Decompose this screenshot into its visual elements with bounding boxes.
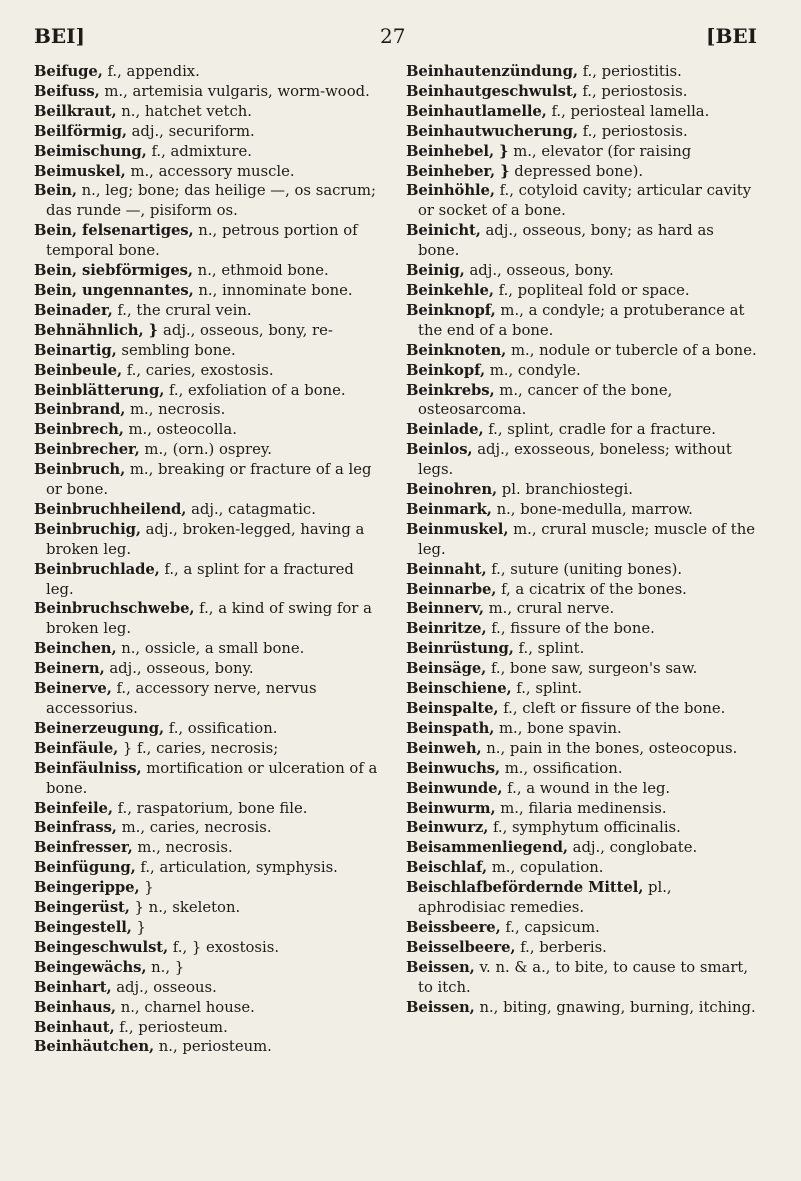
- entry-definition: m., filaria medinensis.: [495, 799, 667, 817]
- left-column: [34, 62, 386, 1057]
- entry-headword: Beinkopf,: [406, 361, 486, 379]
- entry-headword: Beinknoten,: [406, 341, 507, 359]
- entry-definition: f., appendix.: [102, 63, 200, 80]
- entry-definition: n., innominate bone.: [193, 281, 353, 299]
- dictionary-entry: [34, 460, 386, 500]
- entry-headword: Beinspalte,: [406, 700, 499, 717]
- entry-definition: }: [131, 918, 146, 936]
- dictionary-entry: [406, 361, 758, 381]
- entry-headword: Beinbruchlade,: [34, 560, 160, 578]
- entry-definition: m., caries, necrosis.: [116, 819, 272, 837]
- dictionary-entry: [406, 520, 758, 560]
- dictionary-entry: [406, 659, 758, 679]
- entry-headword: Beinkehle,: [406, 281, 494, 299]
- entry-definition: n., pain in the bones, osteocopus.: [481, 739, 738, 757]
- dictionary-entry: [34, 142, 386, 162]
- entry-definition: f., splint.: [511, 680, 583, 698]
- dictionary-entry: [34, 639, 386, 659]
- entry-headword: Beinchen,: [34, 640, 117, 658]
- entry-definition: m., accessory muscle.: [125, 162, 295, 180]
- entry-definition: m., ossification.: [500, 759, 623, 777]
- dictionary-entry: [34, 82, 386, 102]
- dictionary-entry: [34, 381, 386, 401]
- entry-definition: }: [139, 879, 154, 897]
- entry-headword: Beischlaf,: [406, 859, 488, 877]
- entry-headword: Beinweh,: [406, 739, 482, 757]
- entry-headword: Bein, siebförmiges,: [34, 262, 193, 280]
- dictionary-entry: [34, 759, 386, 799]
- entry-headword: Beingestell,: [34, 918, 132, 936]
- dictionary-entry: [34, 659, 386, 679]
- entry-headword: Bein,: [34, 182, 77, 200]
- dictionary-entry: [34, 400, 386, 420]
- entry-headword: Beinbrecher,: [34, 441, 140, 459]
- entry-headword: Beinerve,: [34, 680, 112, 698]
- entry-definition: f., a splint for a fractured leg.: [46, 560, 354, 598]
- dictionary-entry: [34, 560, 386, 600]
- entry-headword: Beinhäutchen,: [34, 1038, 155, 1056]
- dictionary-entry: [34, 361, 386, 381]
- dictionary-entry: [406, 480, 758, 500]
- dictionary-entry: [406, 619, 758, 639]
- entry-headword: Beinhaus,: [34, 998, 116, 1016]
- entry-definition: f., cotyloid cavity; articular cavity or socket of a bone.: [418, 182, 752, 220]
- entry-headword: Beinbruchheilend,: [34, 500, 187, 518]
- entry-headword: Beingewächs,: [34, 958, 147, 976]
- entry-headword: Beinsäge,: [406, 660, 487, 678]
- entry-headword: Beissbeere,: [406, 918, 501, 936]
- entry-definition: m., crural muscle; muscle of the leg.: [418, 520, 756, 558]
- dictionary-entry: [34, 261, 386, 281]
- dictionary-entry: [406, 759, 758, 779]
- entry-definition: f., periostosis.: [577, 122, 688, 140]
- dictionary-entry: [406, 82, 758, 102]
- entry-definition: n., hatchet vetch.: [116, 102, 252, 120]
- entry-definition: adj., exosseous, boneless; without legs.: [418, 441, 732, 479]
- dictionary-entry: [406, 938, 758, 958]
- entry-headword: Beinknopf,: [406, 301, 496, 319]
- dictionary-entry: [406, 699, 758, 719]
- entry-headword: Beinheber, }: [406, 162, 510, 180]
- entry-headword: Bein, felsenartiges,: [34, 222, 194, 240]
- entry-headword: Beinhautwucherung,: [406, 122, 578, 140]
- dictionary-entry: [406, 838, 758, 858]
- dictionary-entry: [406, 679, 758, 699]
- entry-definition: f., cleft or fissure of the bone.: [498, 700, 726, 717]
- dictionary-entry: [34, 818, 386, 838]
- header-left: BEI]: [34, 24, 85, 48]
- dictionary-entry: [34, 978, 386, 998]
- entry-definition: f., splint, cradle for a fracture.: [483, 421, 716, 439]
- entry-definition: f., a kind of swing for a broken leg.: [46, 600, 372, 638]
- entry-definition: m., a condyle; a protuberance at the end of a bone.: [418, 301, 745, 339]
- dictionary-entry: [34, 918, 386, 938]
- entry-definition: m., elevator (for raising: [508, 142, 692, 160]
- entry-headword: Beinwunde,: [406, 779, 503, 797]
- entry-definition: f., caries, exostosis.: [122, 361, 274, 379]
- entry-definition: pl., aphrodisiac remedies.: [418, 879, 672, 917]
- dictionary-entry: [406, 500, 758, 520]
- entry-headword: Beinritze,: [406, 620, 487, 638]
- entry-headword: Beinblätterung,: [34, 381, 165, 399]
- dictionary-entry: [406, 799, 758, 819]
- dictionary-entry: [34, 321, 386, 341]
- dictionary-entry: [406, 878, 758, 918]
- entry-definition: m., condyle.: [485, 361, 581, 379]
- entry-definition: f., periosteum.: [114, 1018, 228, 1036]
- entry-headword: Beisammenliegend,: [406, 839, 568, 857]
- entry-definition: f., periosteal lamella.: [546, 102, 710, 120]
- dictionary-entry: [34, 520, 386, 560]
- entry-definition: f., splint.: [513, 640, 585, 658]
- dictionary-entry: [406, 599, 758, 619]
- dictionary-entry: [406, 639, 758, 659]
- dictionary-entry: [34, 858, 386, 878]
- entry-headword: Beinnarbe,: [406, 580, 497, 598]
- entry-definition: f., a wound in the leg.: [502, 779, 671, 797]
- dictionary-entry: [406, 281, 758, 301]
- entry-headword: Beissen,: [406, 958, 475, 976]
- dictionary-entry: [34, 599, 386, 639]
- entry-definition: adj., osseous, bony, re-: [163, 321, 333, 339]
- entry-definition: m., necrosis.: [132, 839, 233, 857]
- dictionary-entry: [406, 142, 758, 162]
- dictionary-entry: [34, 102, 386, 122]
- entry-headword: Beilförmig,: [34, 122, 127, 140]
- entry-headword: Beinspath,: [406, 719, 495, 737]
- entry-definition: n., petrous portion of temporal bone.: [46, 222, 358, 260]
- dictionary-entry: [34, 62, 386, 82]
- entry-definition: f., exfoliation of a bone.: [164, 381, 346, 399]
- entry-definition: f., suture (uniting bones).: [486, 560, 683, 578]
- entry-headword: Beinbeule,: [34, 361, 123, 379]
- entry-definition: f., capsicum.: [500, 918, 600, 936]
- entry-headword: Beinhöhle,: [406, 182, 495, 200]
- entry-headword: Bein, ungennantes,: [34, 281, 194, 299]
- entry-definition: m., breaking or fracture of a leg or bone.: [46, 461, 372, 499]
- dictionary-entry: [34, 500, 386, 520]
- dictionary-entry: [406, 122, 758, 142]
- entry-definition: } n., skeleton.: [129, 899, 241, 917]
- entry-definition: sembling bone.: [116, 341, 236, 359]
- entry-definition: f., raspatorium, bone file.: [112, 799, 308, 817]
- entry-definition: adj., osseous, bony.: [464, 262, 614, 280]
- entry-definition: n., ossicle, a small bone.: [116, 640, 305, 658]
- entry-headword: Beinbruchschwebe,: [34, 600, 195, 618]
- dictionary-entry: [34, 679, 386, 719]
- entry-definition: m., cancer of the bone, osteosarcoma.: [418, 381, 673, 419]
- entry-headword: Beingeschwulst,: [34, 938, 169, 956]
- entry-definition: n., periosteum.: [154, 1038, 272, 1056]
- entry-definition: f., ossification.: [164, 719, 278, 737]
- entry-definition: f., periostosis.: [577, 82, 688, 100]
- entry-headword: Beinschiene,: [406, 680, 512, 698]
- dictionary-entry: [34, 1037, 386, 1057]
- entry-definition: f., admixture.: [146, 142, 252, 160]
- entry-headword: Beissen,: [406, 998, 475, 1016]
- entry-headword: Beinfäulniss,: [34, 759, 142, 777]
- entry-definition: } f., caries, necrosis;: [118, 739, 279, 757]
- entry-headword: Beisselbeere,: [406, 938, 516, 956]
- entry-headword: Beinhautlamelle,: [406, 102, 547, 120]
- entry-headword: Beinern,: [34, 660, 105, 678]
- entry-headword: Beinlos,: [406, 441, 473, 459]
- entry-definition: adj., osseous.: [111, 978, 217, 996]
- entry-definition: n., bone-medulla, marrow.: [491, 500, 693, 518]
- dictionary-entry: [34, 799, 386, 819]
- dictionary-entry: [34, 958, 386, 978]
- dictionary-entry: [406, 102, 758, 122]
- entry-definition: n., charnel house.: [116, 998, 255, 1016]
- entry-headword: Beinrüstung,: [406, 640, 514, 658]
- entry-definition: n., }: [146, 958, 185, 976]
- entry-definition: f., } exostosis.: [168, 938, 280, 956]
- dictionary-entry: [406, 998, 758, 1018]
- entry-definition: m., osteocolla.: [123, 421, 237, 439]
- dictionary-entry: [406, 162, 758, 182]
- entry-headword: Beinig,: [406, 262, 465, 280]
- dictionary-entry: [406, 301, 758, 341]
- entry-headword: Beinfresser,: [34, 839, 133, 857]
- entry-headword: Beinader,: [34, 301, 113, 319]
- entry-definition: f., periostitis.: [577, 63, 682, 80]
- entry-definition: f, a cicatrix of the bones.: [496, 580, 687, 598]
- entry-definition: m., artemisia vulgaris, worm-wood.: [99, 82, 370, 100]
- page-number: 27: [380, 24, 406, 48]
- entry-headword: Beimuskel,: [34, 162, 126, 180]
- dictionary-entry: [406, 62, 758, 82]
- entry-headword: Beifuge,: [34, 63, 103, 80]
- dictionary-entry: [34, 719, 386, 739]
- entry-definition: m., nodule or tubercle of a bone.: [506, 341, 757, 359]
- entry-definition: n., ethmoid bone.: [192, 262, 329, 280]
- dictionary-entry: [34, 221, 386, 261]
- entry-headword: Beinicht,: [406, 222, 481, 240]
- dictionary-entry: [406, 580, 758, 600]
- dictionary-entry: [406, 560, 758, 580]
- entry-headword: Beinhart,: [34, 978, 112, 996]
- entry-headword: Beinkrebs,: [406, 381, 495, 399]
- dictionary-entry: [406, 918, 758, 938]
- entry-headword: Beifuss,: [34, 82, 100, 100]
- dictionary-entry: [406, 958, 758, 998]
- dictionary-entry: [34, 739, 386, 759]
- entry-headword: Beinmark,: [406, 500, 492, 518]
- entry-definition: m., necrosis.: [125, 401, 226, 419]
- entry-definition: f., articulation, symphysis.: [135, 859, 338, 877]
- dictionary-entry: [34, 878, 386, 898]
- entry-headword: Beinwurz,: [406, 819, 489, 837]
- dictionary-entry: [34, 440, 386, 460]
- entry-definition: adj., osseous, bony; as hard as bone.: [418, 222, 714, 260]
- entry-definition: n., leg; bone; das heilige —, os sacrum; das runde —, pisiform os.: [46, 182, 377, 220]
- dictionary-entry: [34, 938, 386, 958]
- entry-definition: adj., conglobate.: [567, 839, 698, 857]
- dictionary-entry: [34, 1018, 386, 1038]
- entry-headword: Beinnerv,: [406, 600, 484, 618]
- entry-headword: Beischlafbefördernde Mittel,: [406, 879, 644, 897]
- entry-headword: Beinhautenzündung,: [406, 63, 578, 80]
- entry-headword: Beinbruchig,: [34, 520, 141, 538]
- right-column: [406, 62, 758, 1018]
- entry-definition: adj., broken-legged, having a broken leg.: [46, 520, 365, 558]
- entry-headword: Beinbrand,: [34, 401, 126, 419]
- dictionary-entry: [406, 858, 758, 878]
- entry-headword: Beinfeile,: [34, 799, 113, 817]
- entry-headword: Beinmuskel,: [406, 520, 509, 538]
- dictionary-entry: [406, 818, 758, 838]
- entry-headword: Beinwurm,: [406, 799, 496, 817]
- dictionary-entry: [34, 301, 386, 321]
- dictionary-entry: [406, 381, 758, 421]
- dictionary-entry: [34, 162, 386, 182]
- dictionary-entry: [34, 341, 386, 361]
- entry-definition: f., berberis.: [515, 938, 607, 956]
- entry-definition: adj., catagmatic.: [186, 500, 316, 518]
- entry-headword: Beinbrech,: [34, 421, 124, 439]
- entry-headword: Beinerzeugung,: [34, 719, 165, 737]
- entry-headword: Beingerippe,: [34, 879, 140, 897]
- entry-headword: Beinfrass,: [34, 819, 117, 837]
- dictionary-entry: [406, 739, 758, 759]
- entry-definition: f., the crural vein.: [112, 301, 252, 319]
- entry-headword: Beinohren,: [406, 481, 498, 499]
- entry-definition: f., popliteal fold or space.: [493, 281, 690, 299]
- entry-definition: m., crural nerve.: [483, 600, 615, 618]
- dictionary-entry: [406, 420, 758, 440]
- entry-definition: f., accessory nerve, nervus accessorius.: [46, 680, 317, 717]
- entry-headword: Beinfügung,: [34, 859, 136, 877]
- entry-definition: depressed bone).: [509, 162, 644, 180]
- entry-definition: m., bone spavin.: [494, 719, 622, 737]
- entry-definition: adj., securiform.: [126, 122, 255, 140]
- entry-headword: Beinhebel, }: [406, 142, 509, 160]
- entry-definition: n., biting, gnawing, burning, itching.: [474, 998, 756, 1016]
- entry-definition: mortification or ulceration of a bone.: [46, 759, 378, 797]
- entry-definition: f., fissure of the bone.: [486, 620, 655, 638]
- entry-definition: m., (orn.) osprey.: [139, 441, 272, 459]
- entry-definition: m., copulation.: [487, 859, 604, 877]
- dictionary-entry: [34, 181, 386, 221]
- entry-definition: adj., osseous, bony.: [104, 660, 254, 678]
- entry-headword: Beinfäule,: [34, 739, 119, 757]
- entry-definition: f., bone saw, surgeon's saw.: [486, 660, 698, 678]
- dictionary-entry: [406, 779, 758, 799]
- entry-headword: Beilkraut,: [34, 102, 117, 120]
- dictionary-entry: [406, 719, 758, 739]
- dictionary-entry: [34, 122, 386, 142]
- entry-headword: Beimischung,: [34, 142, 147, 160]
- dictionary-entry: [34, 281, 386, 301]
- dictionary-entry: [406, 440, 758, 480]
- dictionary-entry: [34, 998, 386, 1018]
- entry-headword: Behnähnlich, }: [34, 321, 164, 339]
- entry-headword: Beinlade,: [406, 421, 484, 439]
- entry-headword: Beinwuchs,: [406, 759, 501, 777]
- page-header: [0, 24, 801, 54]
- dictionary-entry: [406, 341, 758, 361]
- dictionary-entry: [406, 261, 758, 281]
- entry-headword: Beinartig,: [34, 341, 117, 359]
- dictionary-entry: [34, 838, 386, 858]
- dictionary-entry: [406, 181, 758, 221]
- entry-headword: Beinnaht,: [406, 560, 487, 578]
- dictionary-entry: [406, 221, 758, 261]
- entry-definition: v. n. & a., to bite, to cause to smart, to itch.: [418, 958, 749, 996]
- dictionary-entry: [34, 898, 386, 918]
- entry-definition: f., symphytum officinalis.: [488, 819, 681, 837]
- entry-headword: Beinhaut,: [34, 1018, 115, 1036]
- header-right: [BEI: [706, 24, 757, 48]
- entry-definition: pl. branchiostegi.: [497, 481, 633, 499]
- entry-headword: Beinbruch,: [34, 461, 126, 479]
- entry-headword: Beingerüst,: [34, 899, 130, 917]
- entry-headword: Beinhautgeschwulst,: [406, 82, 578, 100]
- dictionary-entry: [34, 420, 386, 440]
